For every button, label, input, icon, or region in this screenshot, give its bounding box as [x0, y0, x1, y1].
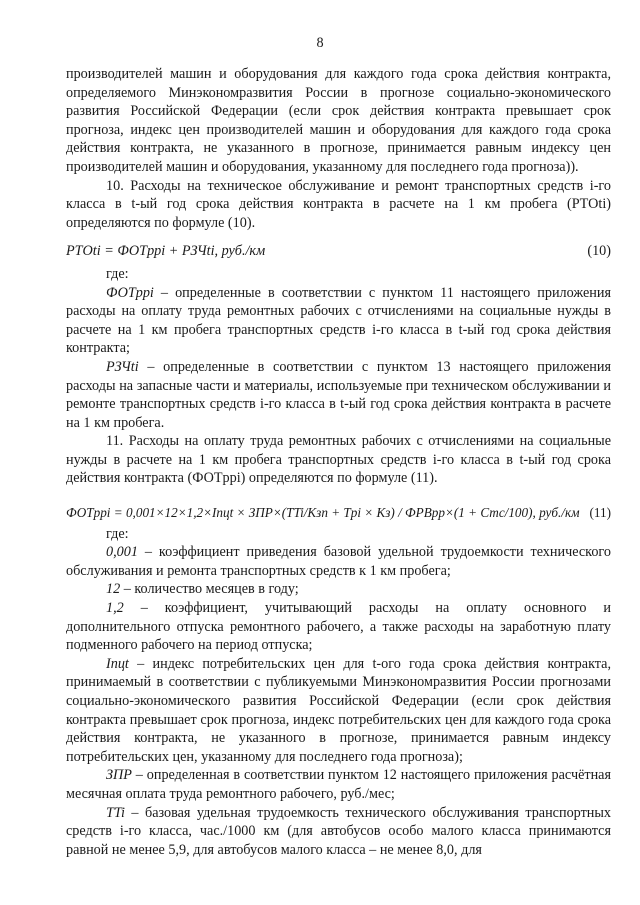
- formula-10: [66, 242, 611, 261]
- definition-term: PЗЧti: [106, 358, 139, 375]
- definition-text: – определенные в соответствии с пунктом 11 настоящего приложения расходы на оплату труда ремонтных рабочих с отчислениями на социальные нужды в расчете на 1 км пробега транспортных средств i-го класса в t-ый год срока действия контракта;: [66, 284, 611, 357]
- definition-term: 12: [106, 581, 121, 598]
- definition-term: 1,2: [106, 600, 124, 617]
- definition-term: 0,001: [106, 544, 138, 561]
- formula-11-number: (11): [589, 505, 611, 521]
- definition-term: ФОТppi: [106, 284, 154, 301]
- definition-ipc: [66, 655, 611, 767]
- where-label: где:: [106, 265, 129, 282]
- definition-pzch: [66, 358, 611, 432]
- formula-11-expression: ФОТppi = 0,001×12×1,2×Iпцt × ЗПР×(ТTi/Кзп + Тpi × Кз) / ФРВрр×(1 + Стс/100), руб./км: [66, 505, 580, 521]
- definition-text: – количество месяцев в году;: [120, 581, 299, 598]
- definition-text: – определенные в соответствии с пунктом 13 настоящего приложения расходы на запасные части и материалы, используемые при техническом обслуживании и ремонте транспортных средств i-го класса в t-ый год срока действия контракта в расчете на 1 км пробега.: [66, 358, 611, 431]
- formula-10-number: (10): [587, 243, 611, 260]
- document-body: [66, 65, 611, 859]
- definition-tti: [66, 804, 611, 860]
- paragraph-11: 11. Расходы на оплату труда ремонтных рабочих с отчислениями на социальные нужды в расчете на 1 км пробега транспортных средств i-го класса в t-ый год срока действия контракта (ФОТppi) определяются по формуле (11).: [66, 433, 611, 487]
- formula-10-expression: PТОti = ФОТppi + PЗЧti, руб./км: [66, 243, 266, 260]
- paragraph-10: 10. Расходы на техническое обслуживание и ремонт транспортных средств i-го класса в t-ый год срока действия контракта в расчете на 1 км пробега (PТОti) определяются по формуле (10).: [66, 177, 611, 231]
- definition-text: – индекс потребительских цен для t-ого года срока действия контракта, принимаемый в соответствии с публикуемыми Минэкономразвития России прогнозами социально-экономического развития Российской Федерации (если срок действия контракта превышает срок прогноза, индекс потребительских цен для каждого года срока действия контракта, не указанного в прогнозе, принимается равным индексу потребительских цен, указанному для последнего года прогноза);: [66, 655, 611, 765]
- definition-12: [66, 580, 611, 599]
- definition-text: – базовая удельная трудоемкость технического обслуживания транспортных средств i-го класса, час./1000 км (для автобусов особо малого класса принимаются равной не менее 5,9, для автобусов малого класса – не менее 8,0, для: [66, 804, 611, 858]
- where-label: где:: [106, 525, 129, 542]
- definition-1-2: [66, 599, 611, 655]
- definition-0001: [66, 543, 611, 580]
- paragraph-continuation: производителей машин и оборудования для каждого года срока действия контракта, определяемого Минэкономразвития России в прогнозе социально-экономического развития Российской Федерации (если срок действия контракта превышает срок прогноза, индекс цен производителей машин и оборудования для каждого года срока действия контракта, не указанного в прогнозе, принимается равным индексу цен производителей машин и оборудования, указанному для последнего года прогноза)).: [66, 66, 611, 175]
- definition-zpr: [66, 766, 611, 803]
- definition-text: – коэффициент приведения базовой удельной трудоемкости технического обслуживания и ремонта транспортных средств к 1 км пробега;: [66, 544, 611, 579]
- definition-text: – определенная в соответствии пунктом 12 настоящего приложения расчётная месячная оплата труда ремонтного рабочего, руб./мес;: [66, 767, 611, 802]
- definition-term: ЗПР: [106, 767, 132, 784]
- definition-text: – коэффициент, учитывающий расходы на оплату основного и дополнительного отпуска ремонтного рабочего, а также расходы на заработную плату подменного рабочего на период отпуска;: [66, 600, 611, 654]
- page-number: 8: [316, 35, 324, 51]
- definition-fot: [66, 284, 611, 358]
- definition-term: ТTi: [106, 804, 125, 821]
- formula-11: [66, 504, 611, 523]
- definition-term: Iпцt: [106, 655, 129, 672]
